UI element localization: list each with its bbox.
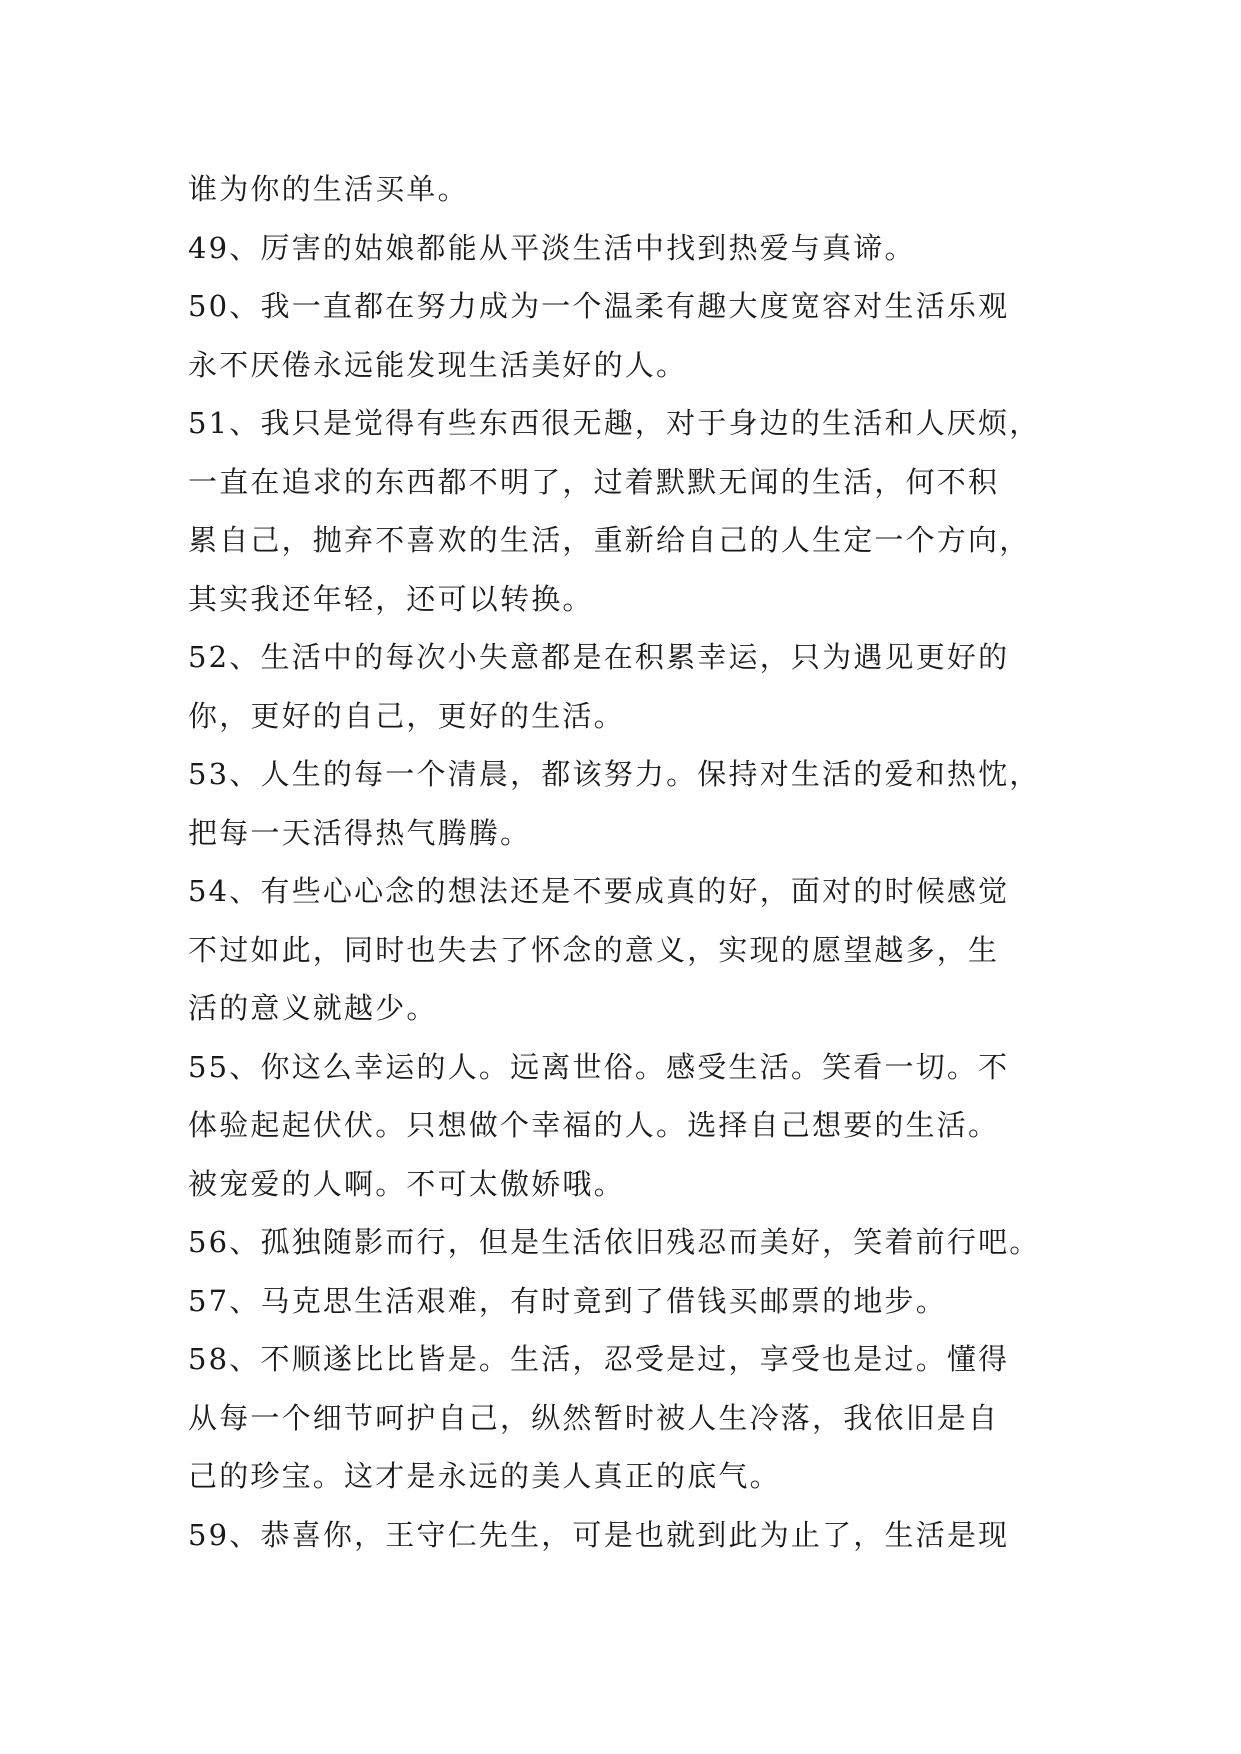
- text-line: 一直在追求的东西都不明了，过着默默无闻的生活，何不积: [188, 464, 1000, 499]
- text-line: 58、不顺遂比比皆是。生活，忍受是过，享受也是过。懂得: [188, 1342, 1010, 1376]
- text-line: 活的意义就越少。: [188, 991, 438, 1025]
- text-line: 不过如此，同时也失去了怀念的意义，实现的愿望越多，生: [188, 932, 1000, 967]
- text-line: 己的珍宝。这才是永远的美人真正的底气。: [188, 1459, 781, 1493]
- text-line: 谁为你的生活买单。: [188, 172, 469, 206]
- document-body: [188, 160, 1064, 1564]
- text-line: 其实我还年轻，还可以转换。: [188, 581, 594, 616]
- text-line: 54、有些心心念的想法还是不要成真的好，面对的时候感觉: [188, 874, 1010, 908]
- text-line: 累自己，抛弃不喜欢的生活，重新给自己的人生定一个方向，: [188, 523, 1031, 557]
- text-line: 49、厉害的姑娘都能从平淡生活中找到热爱与真谛。: [188, 230, 916, 265]
- text-line: 你，更好的自己，更好的生活。: [188, 698, 625, 733]
- text-line: 57、马克思生活艰难，有时竟到了借钱买邮票的地步。: [188, 1283, 947, 1318]
- text-line: 被宠爱的人啊。不可太傲娇哦。: [188, 1166, 625, 1201]
- text-line: 50、我一直都在努力成为一个温柔有趣大度宽容对生活乐观: [188, 289, 1010, 323]
- text-line: 55、你这么幸运的人。远离世俗。感受生活。笑看一切。不: [188, 1049, 1010, 1084]
- text-line: 53、人生的每一个清晨，都该努力。保持对生活的爱和热忱，: [188, 757, 1041, 791]
- text-line: 从每一个细节呵护自己，纵然暂时被人生冷落，我依旧是自: [188, 1400, 1000, 1435]
- text-line: 52、生活中的每次小失意都是在积累幸运，只为遇见更好的: [188, 640, 1010, 674]
- text-line: 把每一天活得热气腾腾。: [188, 815, 532, 850]
- text-line: 56、孤独随影而行，但是生活依旧残忍而美好，笑着前行吧。: [188, 1225, 1041, 1259]
- text-line: 体验起起伏伏。只想做个幸福的人。选择自己想要的生活。: [188, 1108, 1000, 1142]
- text-line: 51、我只是觉得有些东西很无趣，对于身边的生活和人厌烦，: [188, 406, 1041, 440]
- text-line: 59、恭喜你，王守仁先生，可是也就到此为止了，生活是现: [188, 1517, 1010, 1552]
- text-line: 永不厌倦永远能发现生活美好的人。: [188, 347, 688, 382]
